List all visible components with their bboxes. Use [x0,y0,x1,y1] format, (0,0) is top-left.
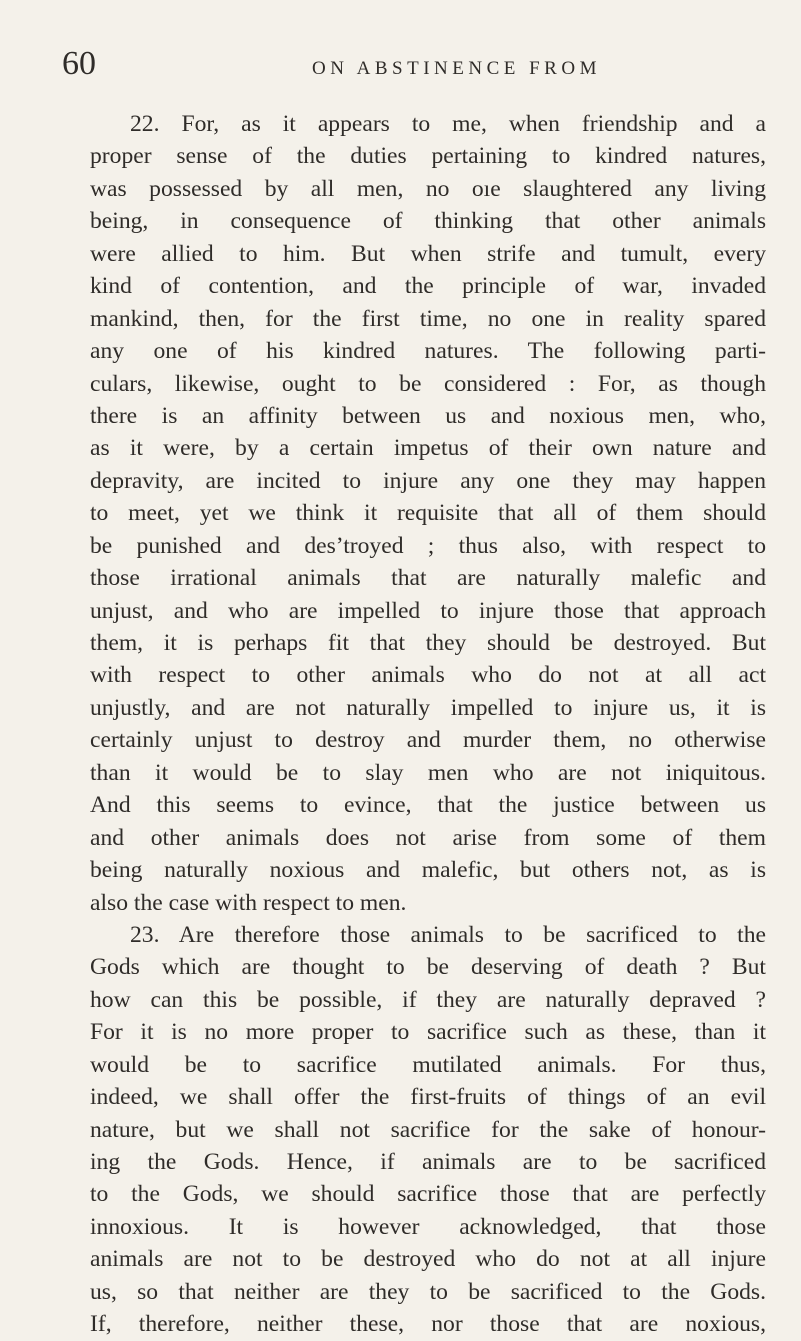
text-line: For it is no more proper to sacrifice such as these, than it [90,1019,766,1046]
text-line: 22. For, as it appears to me, when friendship and a [130,111,766,137]
text-line: innoxious. It is however acknowledged, that those [90,1213,766,1240]
text-line: mankind, then, for the first time, no one in reality spared [90,305,766,332]
text-line: Gods which are thought to be deserving of death ? But [90,954,766,981]
text-line: would be to sacrifice mutilated animals. For thus, [90,1051,766,1078]
text-line: indeed, we shall offer the first-fruits of things of an evil [90,1084,766,1111]
text-line: us, so that neither are they to be sacrificed to the Gods. [90,1278,766,1305]
text-line: to meet, yet we think it requisite that all of them should [90,500,766,527]
text-line: with respect to other animals who do not at all act [90,662,766,689]
text-line: be punished and des’troyed ; thus also, with respect to [90,532,766,559]
text-line: those irrational animals that are naturally malefic and [90,565,766,592]
text-line: was possessed by all men, no oıe slaughtered any living [90,175,766,202]
text-line: 23. Are therefore those animals to be sacrificed to the [130,921,766,948]
text-line: unjustly, and are not naturally impelled to injure us, it is [90,694,766,721]
text-line: culars, likewise, ought to be considered : For, as though [90,370,766,397]
text-line: any one of his kindred natures. The following parti- [90,338,766,365]
text-line: them, it is perhaps fit that they should be destroyed. But [90,630,766,656]
text-line: being, in consequence of thinking that other animals [90,208,766,235]
text-line: ing the Gods. Hence, if animals are to be sacrificed [90,1149,766,1175]
running-head-title: ON ABSTINENCE FROM [312,58,601,79]
text-line: there is an affinity between us and noxious men, who, [90,402,766,429]
text-line: kind of contention, and the principle of war, invaded [90,273,766,300]
text-line: proper sense of the duties pertaining to kindred natures, [90,143,766,170]
text-line: how can this be possible, if they are naturally depraved ? [90,986,766,1013]
running-head [0,44,801,84]
text-line: to the Gods, we should sacrifice those that are perfectly [90,1181,766,1208]
text-line: nature, but we shall not sacrifice for the sake of honour- [90,1116,766,1143]
text-line: And this seems to evince, that the justice between us [90,792,766,819]
body-text [90,108,766,1341]
text-line: as it were, by a certain impetus of their own nature and [90,435,766,462]
text-line: were allied to him. But when strife and tumult, every [90,240,766,267]
page-number: 60 [62,45,96,82]
text-line: being naturally noxious and malefic, but others not, as is [90,857,766,884]
text-line: than it would be to slay men who are not iniquitous. [90,759,766,786]
text-line: also the case with respect to men. [90,889,407,916]
text-line: animals are not to be destroyed who do not at all injure [90,1246,766,1273]
text-line: certainly unjust to destroy and murder them, no otherwise [90,727,766,754]
text-line: If, therefore, neither these, nor those that are noxious, [90,1311,766,1338]
text-line: unjust, and who are impelled to injure those that approach [90,597,766,624]
text-line: and other animals does not arise from some of them [90,824,766,851]
text-line: depravity, are incited to injure any one they may happen [90,467,766,494]
